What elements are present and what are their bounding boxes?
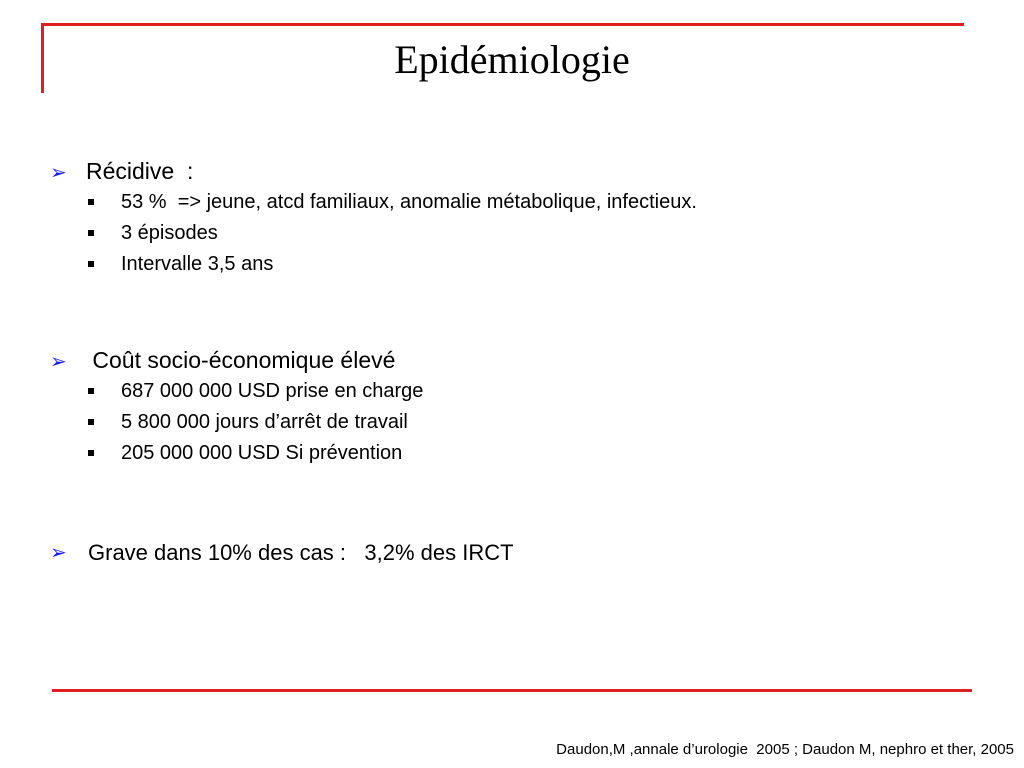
arrow-bullet-icon: ➢ [50, 349, 67, 373]
list-item-text: 205 000 000 USD Si prévention [121, 442, 403, 464]
list-item-text: 5 800 000 jours d’arrêt de travail [121, 411, 408, 433]
square-bullet-icon [88, 199, 94, 205]
square-bullet-icon [88, 419, 94, 425]
list-item-text: Intervalle 3,5 ans [121, 253, 274, 275]
list-item-text: 3 épisodes [121, 222, 218, 244]
slide-title: Epidémiologie [394, 37, 630, 82]
list-item-text: 53 % => jeune, atcd familiaux, anomalie métabolique, infectieux. [121, 191, 697, 213]
square-bullet-icon [88, 388, 94, 394]
square-bullet-icon [88, 261, 94, 267]
frame-top-line [41, 23, 964, 26]
square-bullet-icon [88, 450, 94, 456]
list-item-text: 687 000 000 USD prise en charge [121, 380, 424, 402]
frame-bottom-line [52, 689, 972, 692]
section-heading: Récidive : [86, 158, 194, 184]
section-heading: Coût socio-économique élevé [86, 347, 396, 373]
section-heading: Grave dans 10% des cas : 3,2% des IRCT [88, 540, 514, 565]
footer-reference: Daudon,M ,annale d’urologie 2005 ; Daudon M, nephro et ther, 2005 [556, 741, 1014, 758]
arrow-bullet-icon: ➢ [50, 160, 67, 184]
square-bullet-icon [88, 230, 94, 236]
arrow-bullet-icon: ➢ [50, 540, 67, 564]
